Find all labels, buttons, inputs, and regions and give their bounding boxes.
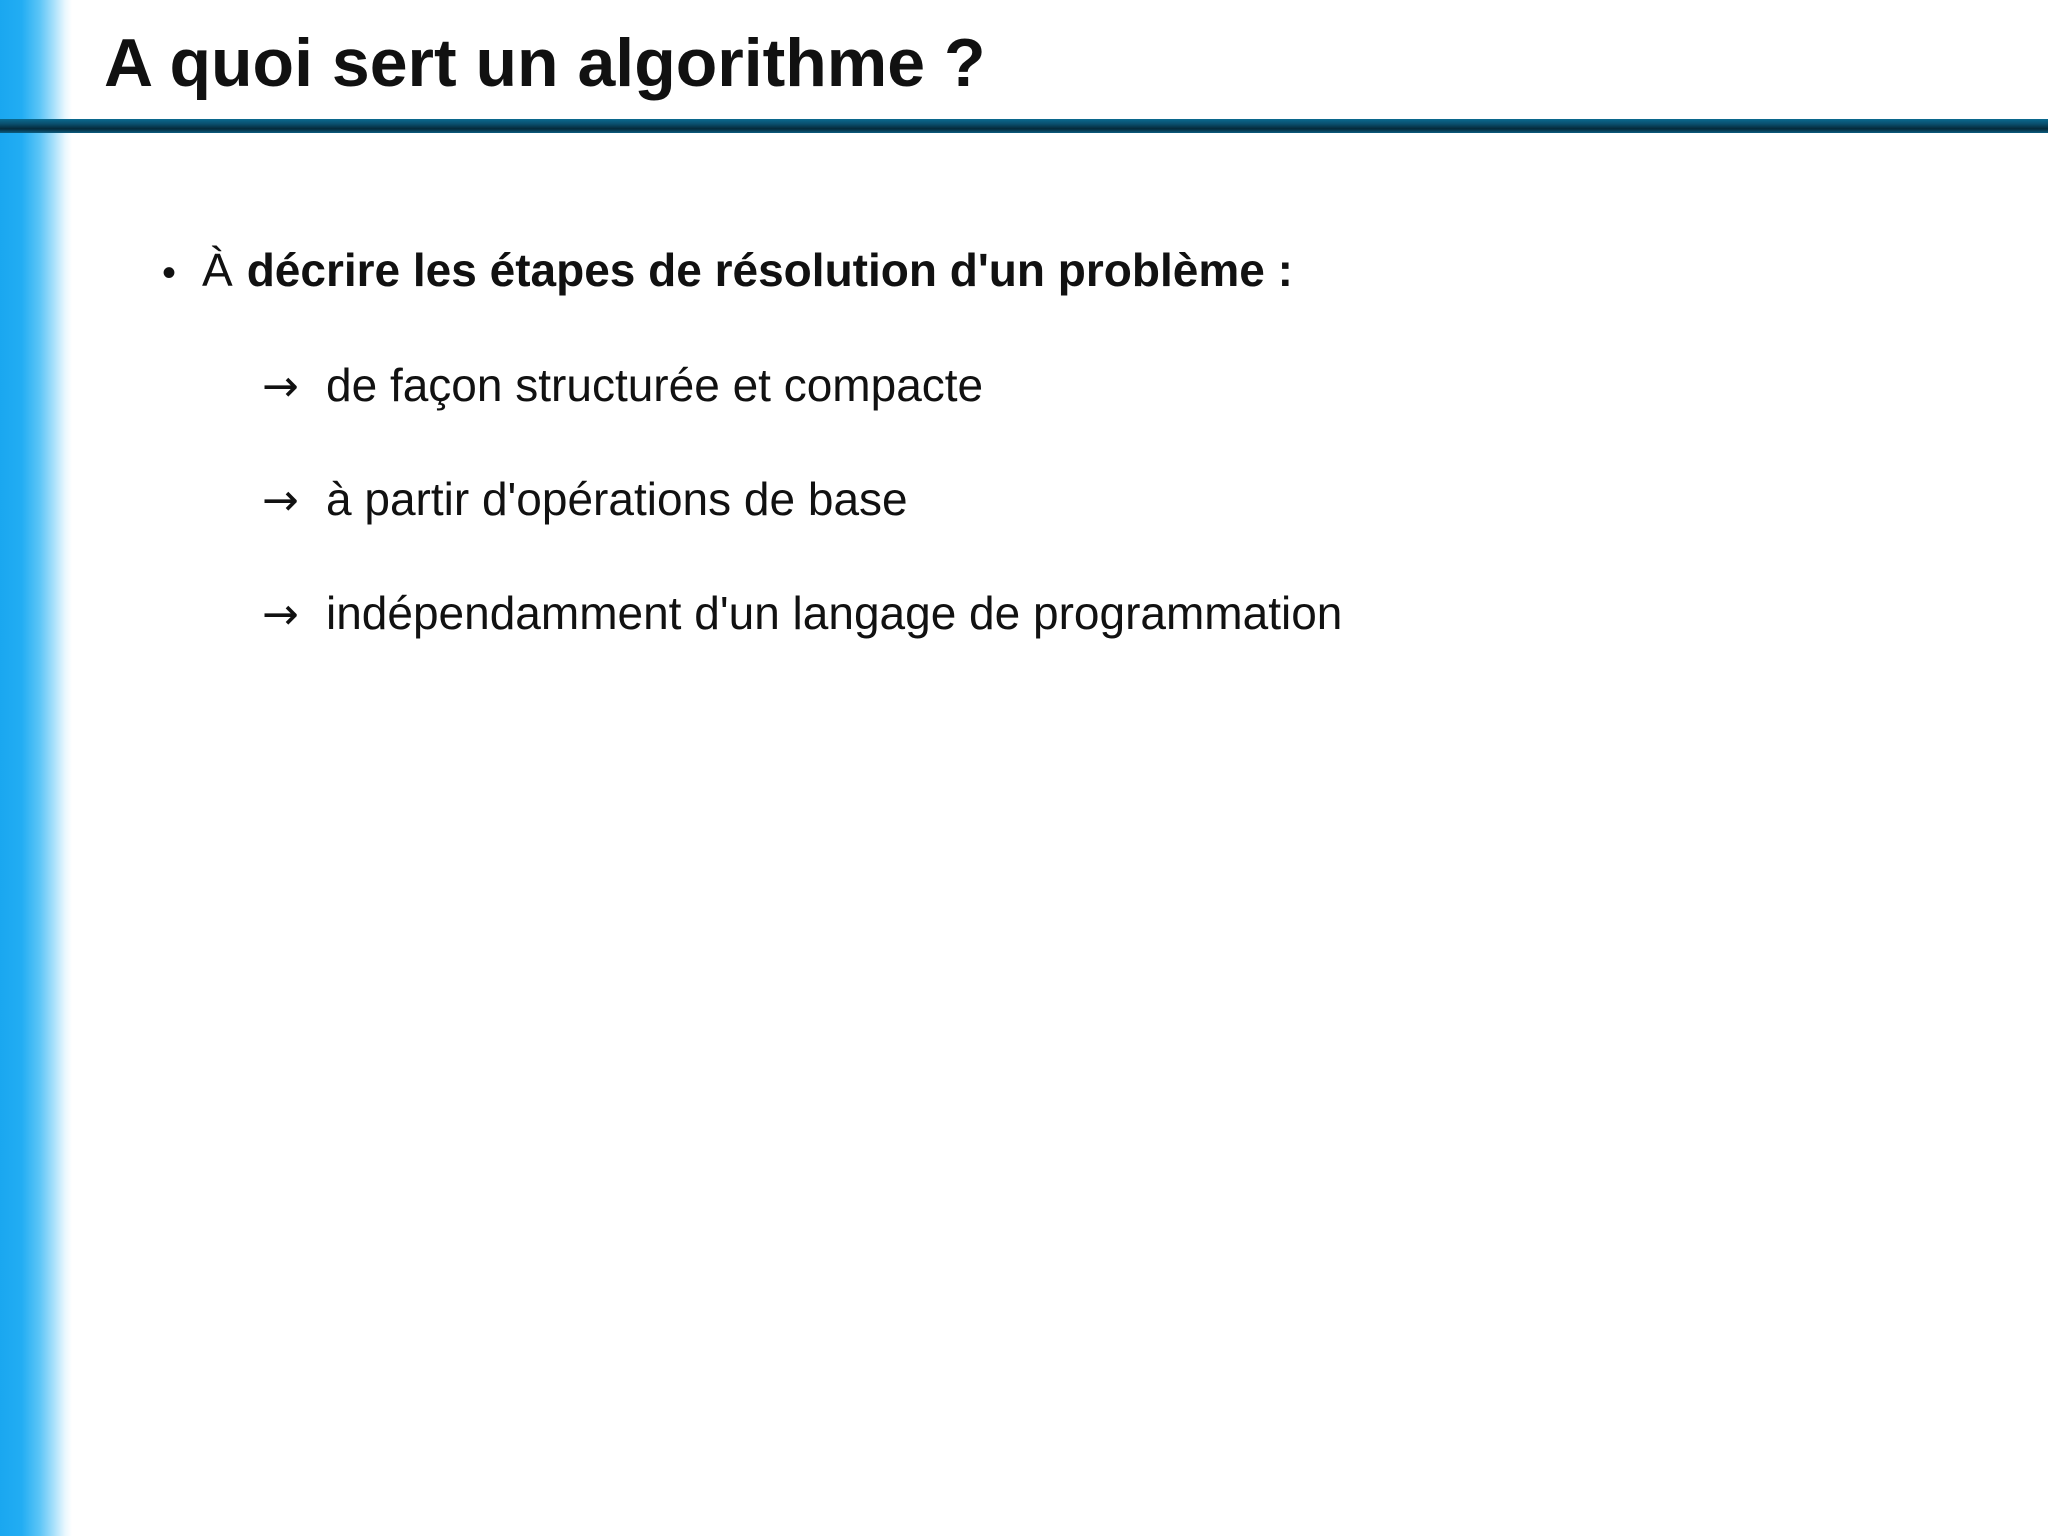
bullet-bold-text: décrire les étapes de résolution d'un problème : (246, 244, 1293, 296)
sub-point (262, 575, 1968, 653)
sub-point (262, 461, 1968, 539)
right-arrow-icon: → (262, 361, 299, 412)
title-divider (0, 119, 2048, 133)
sub-point (262, 347, 1968, 425)
left-accent-band (0, 0, 72, 1536)
slide-content (162, 232, 1968, 689)
sub-point-text: indépendamment d'un langage de programmation (326, 587, 1343, 639)
main-bullet (162, 232, 1968, 311)
bullet-icon: • (162, 251, 177, 295)
sub-point-text: de façon structurée et compacte (326, 359, 984, 411)
right-arrow-icon: → (262, 475, 299, 526)
bullet-lead-word: À (202, 244, 233, 296)
slide-title: A quoi sert un algorithme ? (104, 25, 986, 101)
right-arrow-icon: → (262, 589, 299, 640)
sub-point-text: à partir d'opérations de base (326, 473, 908, 525)
sub-point-list (262, 347, 1968, 653)
